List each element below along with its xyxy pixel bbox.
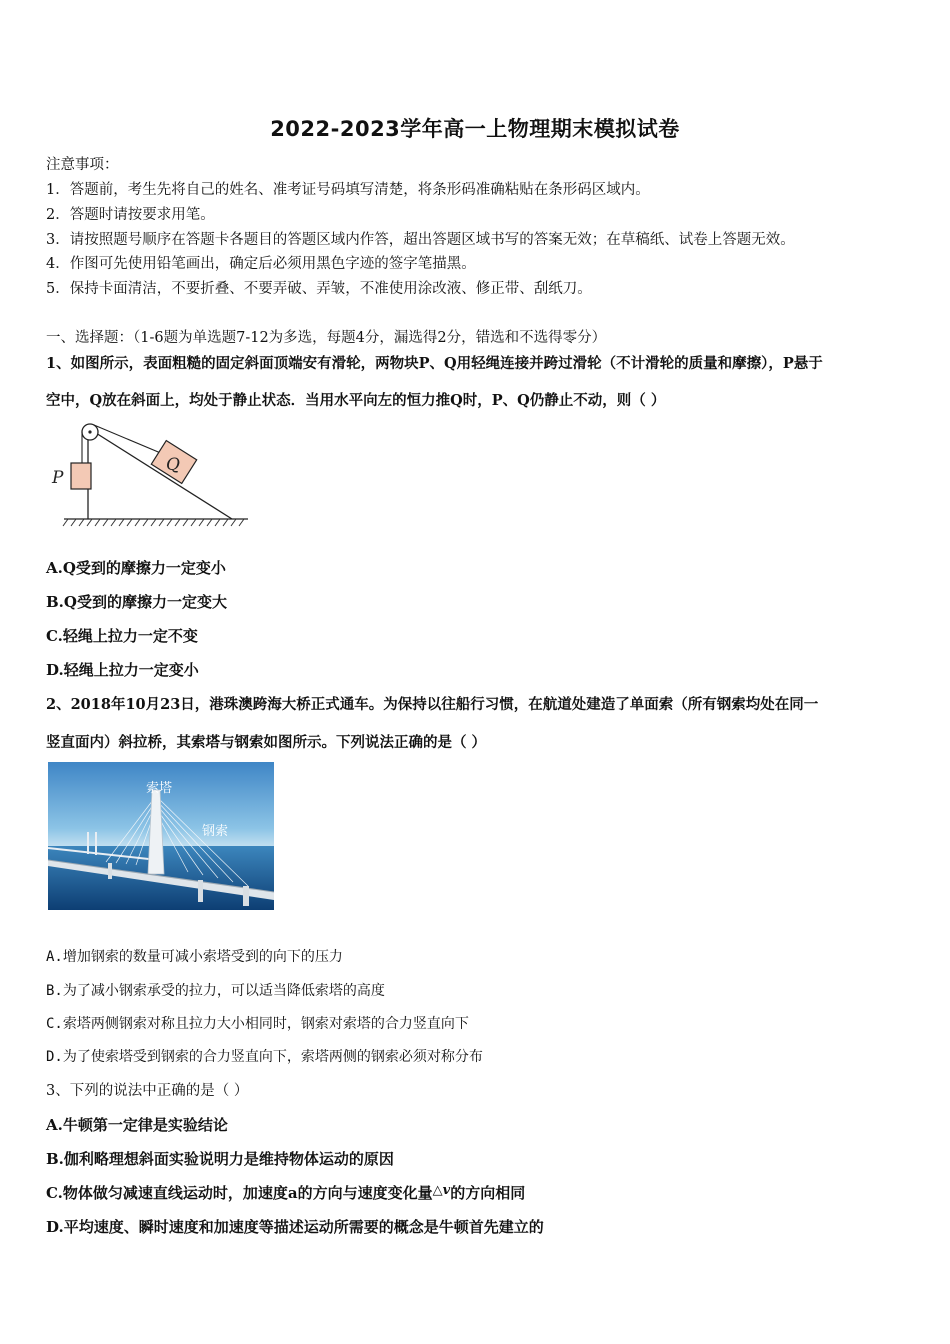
q3-option-c-text-before: C.物体做匀减速直线运动时，加速度a的方向与速度变化量 (46, 1184, 433, 1202)
rope-q (94, 425, 163, 454)
block-p (71, 463, 91, 489)
q2-option-a: A.增加钢索的数量可减小索塔受到的向下的压力 (46, 949, 343, 965)
page-title: 2022-2023学年高一上物理期末模拟试卷 (270, 117, 680, 141)
q3-option-c (46, 1182, 525, 1203)
q1-stem-line1: 1、如图所示，表面粗糙的固定斜面顶端安有滑轮，两物块P、Q用轻绳连接并跨过滑轮（不计滑轮的质量和摩擦），P悬于 (46, 355, 823, 372)
q2-stem-line1: 2、2018年10月23日，港珠澳跨海大桥正式通车。为保持以往船行习惯，在航道处建造了单面索（所有钢索均处在同一 (46, 696, 819, 713)
q1-option-c: C.轻绳上拉力一定不变 (46, 627, 198, 645)
q1-option-b: B.Q受到的摩擦力一定变大 (46, 593, 227, 611)
q3-option-c-text-after: 的方向相同 (450, 1184, 526, 1202)
q1-stem-line2: 空中，Q放在斜面上，均处于静止状态．当用水平向左的恒力推Q时，P、Q仍静止不动，则（ ） (46, 392, 666, 409)
notice-heading: 注意事项： (46, 157, 119, 173)
q3-stem: 3、下列的说法中正确的是（ ） (46, 1083, 249, 1099)
notice-item-5: 5．保持卡面清洁，不要折叠、不要弄破、弄皱，不准使用涂改液、修正带、刮纸刀。 (46, 281, 592, 297)
notice-item-3: 3．请按照题号顺序在答题卡各题目的答题区域内作答，超出答题区域书写的答案无效；在草稿纸、试卷上答题无效。 (46, 232, 795, 248)
q3-option-d: D.平均速度、瞬时速度和加速度等描述运动所需要的概念是牛顿首先建立的 (46, 1218, 544, 1236)
q3-option-a: A.牛顿第一定律是实验结论 (46, 1116, 228, 1134)
incline-pulley-figure (46, 420, 256, 530)
q2-option-d: D.为了使索塔受到钢索的合力竖直向下，索塔两侧的钢索必须对称分布 (46, 1049, 483, 1065)
section-header: 一、选择题：（1-6题为单选题7-12为多选，每题4分，漏选得2分，错选和不选得零分） (46, 330, 607, 346)
q2-option-c: C.索塔两侧钢索对称且拉力大小相同时，钢索对索塔的合力竖直向下 (46, 1016, 469, 1032)
ground-hatch (63, 519, 244, 526)
notice-item-1: 1．答题前，考生先将自己的姓名、准考证号码填写清楚，将条形码准确粘贴在条形码区域内。 (46, 182, 650, 198)
notice-item-4: 4．作图可先使用铅笔画出，确定后必须用黑色字迹的签字笔描黑。 (46, 256, 476, 272)
label-q: Q (166, 455, 180, 475)
bridge-photo (48, 762, 274, 910)
incline-slope (88, 428, 232, 519)
q3-option-b: B.伽利略理想斜面实验说明力是维持物体运动的原因 (46, 1150, 394, 1168)
q1-option-d: D.轻绳上拉力一定变小 (46, 661, 199, 679)
q1-option-a: A.Q受到的摩擦力一定变小 (46, 559, 226, 577)
label-p: P (52, 468, 64, 488)
notice-item-2: 2．答题时请按要求用笔。 (46, 207, 215, 223)
delta-v-symbol: △v (432, 1183, 451, 1198)
photo-label-tower: 索塔 (146, 781, 173, 796)
q2-stem-line2: 竖直面内）斜拉桥，其索塔与钢索如图所示。下列说法正确的是（ ） (46, 734, 487, 751)
q2-option-b: B.为了减小钢索承受的拉力，可以适当降低索塔的高度 (46, 983, 385, 999)
photo-label-cable: 钢索 (202, 824, 229, 839)
